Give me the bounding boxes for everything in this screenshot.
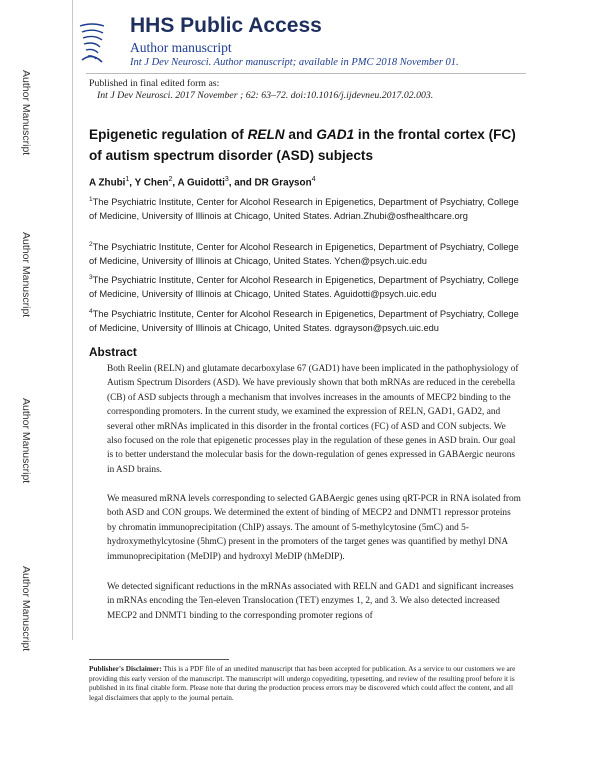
author-name: DR Grayson [254,177,312,189]
disclaimer-divider [89,659,229,660]
hhs-eagle-logo [78,22,106,64]
side-label-author-manuscript: Author Manuscript [20,232,32,318]
author-name: A Guidotti [177,177,225,189]
side-label-author-manuscript: Author Manuscript [20,398,32,484]
paper-title: Epigenetic regulation of RELN and GAD1 in the frontal cortex (FC) of autism spectrum disorder (ASD) subjects [89,127,516,163]
published-form-label: Published in final edited form as: [89,78,220,89]
sidebar-divider [72,0,73,640]
author-name: Y Chen [134,177,169,189]
abstract-paragraph-3: We detected significant reductions in the mRNAs associated with RELN and GAD1 and significant increases in mRNAs encoding the Ten-eleven Translocation (TET) enzymes 1, 2, and 3. We also detected increased MECP2 and DNMT1 binding to the corresponding promoter regions of [107,582,514,621]
side-label-author-manuscript: Author Manuscript [20,70,32,156]
affiliation-4: $^4$The Psychiatric Institute, Center for Alcohol Research in Epigenetics, Department of Psychiatry, College of Medicine, University of Illinois at Chicago, United States. dgrayson@psych.uic.edu [89,308,519,334]
author-list: A Zhubi$^1$, Y Chen$^2$, A Guidotti$^3$, and DR Grayson$^4$ [89,176,316,189]
header-divider [86,73,526,74]
author-manuscript-subtitle: Author manuscript [130,40,232,55]
side-label-author-manuscript: Author Manuscript [20,566,32,652]
hhs-public-access-title: HHS Public Access [130,14,322,37]
author-name: A Zhubi [89,177,126,189]
affiliation-3: $^3$The Psychiatric Institute, Center for Alcohol Research in Epigenetics, Department of Psychiatry, College of Medicine, University of Illinois at Chicago, United States. Aguidotti@psych.uic.edu [89,274,519,300]
abstract-heading: Abstract [89,345,137,359]
affiliation-1: $^1$The Psychiatric Institute, Center for Alcohol Research in Epigenetics, Department of Psychiatry, College of Medicine, University of Illinois at Chicago, United States. Adrian.Zhubi@osfhealthcare.org [89,196,519,222]
publisher-disclaimer: Publisher's Disclaimer: This is a PDF file of an unedited manuscript that has been accepted for publication. As a service to our customers we are providing this early version of the manuscript. The manuscript will undergo copyediting, typesetting, and review of the resulting proof before it is published in its final citable form. Please note that during the production process errors may be discovered which could affect the content, and all legal disclaimers that apply to the journal pertain. [89,664,516,702]
affiliation-2: $^2$The Psychiatric Institute, Center for Alcohol Research in Epigenetics, Department of Psychiatry, College of Medicine, University of Illinois at Chicago, United States. Ychen@psych.uic.edu [89,241,519,267]
publication-citation: Int J Dev Neurosci. 2017 November ; 62: 63–72. doi:10.1016/j.ijdevneu.2017.02.003. [97,90,434,101]
journal-availability-line: Int J Dev Neurosci. Author manuscript; available in PMC 2018 November 01. [130,57,459,68]
abstract-paragraph-2: We measured mRNA levels corresponding to selected GABAergic genes using qRT-PCR in RNA isolated from both ASD and CON groups. We determined the extent of binding of MECP2 and DNMT1 repressor proteins by chromatin immunoprecipitation (ChIP) assays. The amount of 5-methylcytosine (5mC) and 5-hydroxymethylcytosine (5hmC) present in the promoters of the target genes was quantified by methyl DNA immunoprecipitation (MeDIP) and hydroxyl MeDIP (hMeDIP). [107,494,521,562]
abstract-paragraph-1: Both Reelin (RELN) and glutamate decarboxylase 67 (GAD1) have been implicated in the pathophysiology of Autism Spectrum Disorders (ASD). We have previously shown that both mRNAs are reduced in the cerebella (CB) of ASD subjects through a mechanism that involves increases in the amounts of MECP2 binding to the corresponding promoters. In the current study, we examined the expression of RELN, GAD1, GAD2, and several other mRNAs implicated in this disorder in the frontal cortices (FC) of ASD and CON subjects. We also focused on the role that epigenetic processes play in the regulation of these genes in ASD brain. Our goal is to better understand the molecular basis for the down-regulation of genes expressed in GABAergic neurons in ASD brains. [107,364,519,475]
